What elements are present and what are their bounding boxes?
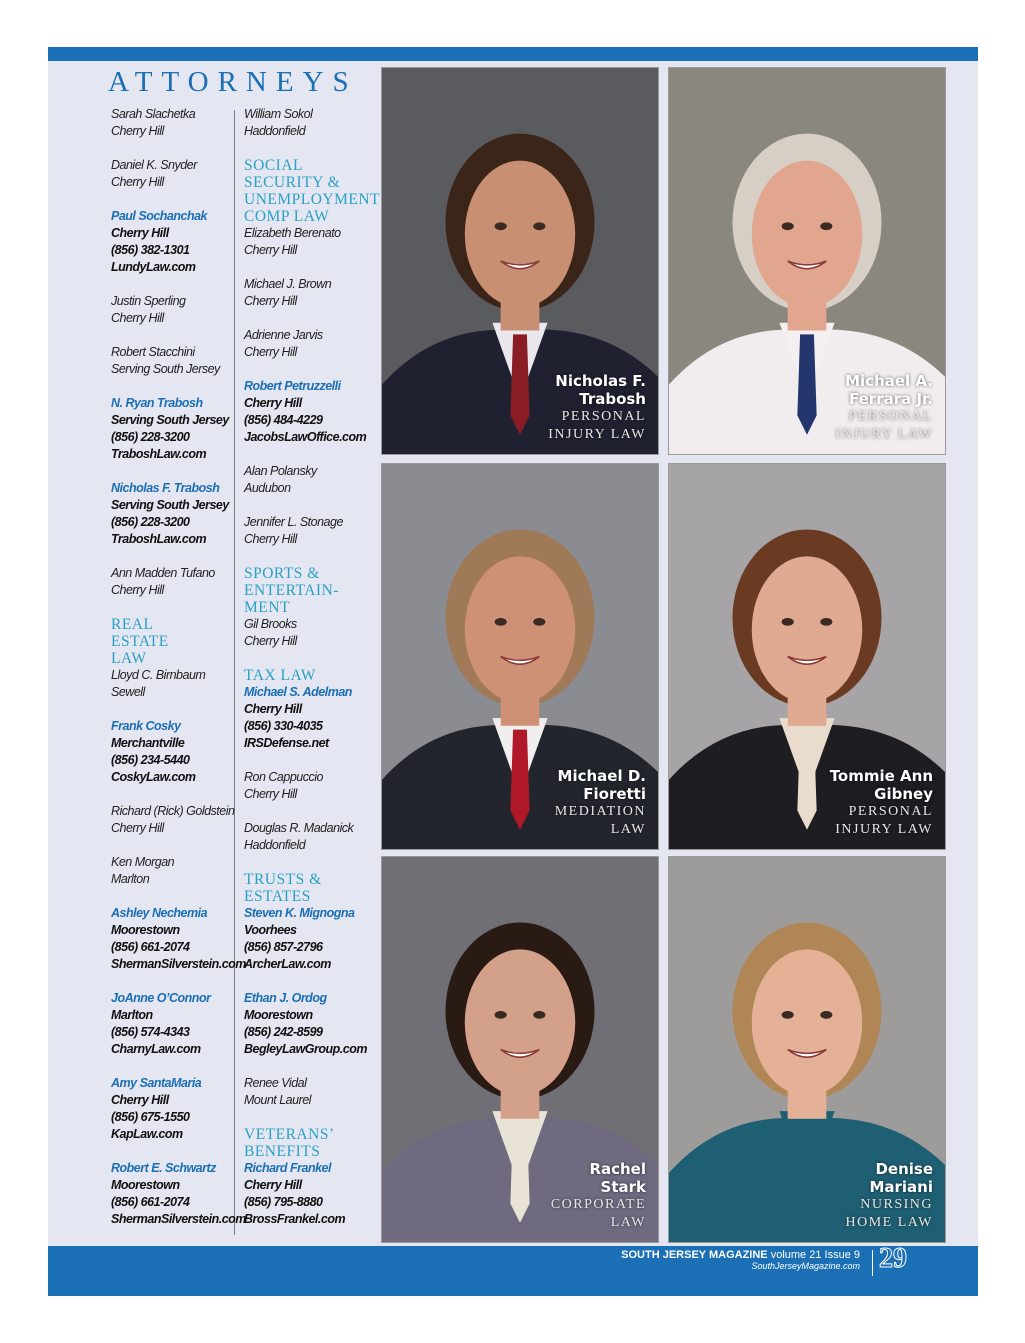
attorney-name: JoAnne O’Connor <box>111 991 211 1005</box>
attorney-phone: (856) 242-8599 <box>244 1025 323 1039</box>
attorney-phone: (856) 228-3200 <box>111 515 190 529</box>
attorney-entry <box>244 1075 376 1109</box>
attorney-entry <box>111 157 239 191</box>
attorney-location: Cherry Hill <box>111 124 164 138</box>
portrait-eye-right <box>820 1011 832 1019</box>
attorney-entry <box>244 463 376 497</box>
attorney-website-link[interactable]: ArcherLaw.com <box>244 957 331 971</box>
attorney-phone: (856) 795-8880 <box>244 1195 323 1209</box>
caption-practice-area: MEDIATION LAW <box>554 804 646 837</box>
attorney-phone: (856) 330-4035 <box>244 719 323 733</box>
attorney-name: Frank Cosky <box>111 719 181 733</box>
section-heading-line: LAW <box>111 650 147 667</box>
attorney-name: Douglas R. Madanick <box>244 821 354 835</box>
attorney-location: Merchantville <box>111 736 185 750</box>
portrait-tie <box>510 1123 529 1223</box>
attorney-location: Cherry Hill <box>111 1093 169 1107</box>
caption-attorney-name: Rachel Stark <box>589 1160 646 1196</box>
attorney-name: Ashley Nechemia <box>111 906 208 920</box>
attorney-entry <box>244 769 376 803</box>
attorney-name: Adrienne Jarvis <box>244 328 323 342</box>
attorney-name: Sarah Slachetka <box>111 107 196 121</box>
attorney-entry-featured <box>244 1160 376 1228</box>
attorney-name: Ann Madden Tufano <box>111 566 215 580</box>
caption-attorney-name: Michael D. Fioretti <box>557 767 646 803</box>
attorney-website-link[interactable]: LundyLaw.com <box>111 260 196 274</box>
portrait-face <box>465 556 575 702</box>
section-heading <box>244 565 376 616</box>
attorney-website-link[interactable]: ShermanSilverstein.com <box>111 1212 246 1226</box>
attorney-photo-6 <box>668 856 946 1243</box>
footer-magazine-name: SOUTH JERSEY MAGAZINE <box>621 1249 768 1261</box>
attorney-entry-featured <box>244 378 376 446</box>
attorney-website-link[interactable]: ShermanSilverstein.com <box>111 957 246 971</box>
footer-separator <box>872 1250 873 1276</box>
attorney-location: Cherry Hill <box>111 583 164 597</box>
attorney-name: Ethan J. Ordog <box>244 991 327 1005</box>
attorney-entry-featured <box>111 208 239 276</box>
section-heading-line: ESTATES <box>244 888 311 905</box>
portrait-face <box>465 161 575 308</box>
portrait-eye-right <box>533 618 545 626</box>
attorney-entry-featured <box>111 1075 239 1143</box>
attorney-name: Steven K. Mignogna <box>244 906 355 920</box>
attorney-entry-featured <box>244 905 376 973</box>
section-heading-line: SOCIAL <box>244 157 303 174</box>
attorney-website-link[interactable]: BegleyLawGroup.com <box>244 1042 367 1056</box>
attorney-location: Cherry Hill <box>111 175 164 189</box>
attorney-entry-featured <box>244 684 376 752</box>
footer-volume: volume 21 Issue 9 <box>770 1249 860 1261</box>
attorney-website-link[interactable]: TraboshLaw.com <box>111 532 207 546</box>
attorney-location: Cherry Hill <box>111 311 164 325</box>
section-heading-line: TRUSTS & <box>244 871 322 888</box>
attorney-location: Serving South Jersey <box>111 362 220 376</box>
attorney-name: Jennifer L. Stonage <box>244 515 343 529</box>
attorney-location: Marlton <box>111 872 150 886</box>
attorney-phone: (856) 574-4343 <box>111 1025 190 1039</box>
footer-url[interactable]: SouthJerseyMagazine.com <box>751 1261 860 1271</box>
top-accent-bar <box>48 47 978 61</box>
attorney-location: Mount Laurel <box>244 1093 311 1107</box>
caption-practice-area: CORPORATE LAW <box>550 1197 646 1230</box>
attorney-location: Cherry Hill <box>244 345 297 359</box>
section-heading-line: COMP LAW <box>244 208 330 225</box>
attorney-name: Justin Sperling <box>111 294 186 308</box>
portrait-eye-right <box>533 222 545 230</box>
attorney-name: Nicholas F. Trabosh <box>111 481 220 495</box>
photo-caption <box>830 767 933 839</box>
attorney-entry <box>244 276 376 310</box>
attorney-location: Cherry Hill <box>244 243 297 257</box>
photo-caption <box>551 1160 646 1232</box>
attorney-entry <box>111 565 239 599</box>
attorney-entry <box>244 514 376 548</box>
attorney-name: William Sokol <box>244 107 313 121</box>
attorney-entry <box>111 854 239 888</box>
attorney-name: Robert Petruzzelli <box>244 379 341 393</box>
attorney-name: Elizabeth Berenato <box>244 226 341 240</box>
attorney-location: Voorhees <box>244 923 297 937</box>
attorney-phone: (856) 857-2796 <box>244 940 323 954</box>
attorney-entry <box>244 820 376 854</box>
attorney-entry <box>244 616 376 650</box>
attorney-location: Cherry Hill <box>244 1178 302 1192</box>
portrait-tie <box>510 730 529 830</box>
attorney-location: Haddonfield <box>244 124 306 138</box>
attorney-location: Haddonfield <box>244 838 306 852</box>
attorney-entry <box>111 803 239 837</box>
portrait-face <box>752 556 862 702</box>
attorney-name: Ken Morgan <box>111 855 175 869</box>
portrait-eye-left <box>782 618 794 626</box>
attorney-name: Ron Cappuccio <box>244 770 323 784</box>
attorney-phone: (856) 228-3200 <box>111 430 190 444</box>
attorney-location: Cherry Hill <box>111 226 169 240</box>
portrait-eye-right <box>820 222 832 230</box>
attorney-name: Daniel K. Snyder <box>111 158 197 172</box>
section-heading <box>244 667 376 684</box>
attorney-entry-featured <box>111 480 239 548</box>
attorney-name: Lloyd C. Birnbaum <box>111 668 206 682</box>
attorney-location: Cherry Hill <box>244 532 297 546</box>
attorney-name: Amy SantaMaria <box>111 1076 202 1090</box>
attorney-location: Cherry Hill <box>244 294 297 308</box>
attorney-entry <box>244 327 376 361</box>
attorney-location: Cherry Hill <box>244 396 302 410</box>
attorney-location: Cherry Hill <box>111 821 164 835</box>
photo-caption <box>835 372 933 444</box>
caption-attorney-name: Nicholas F. Trabosh <box>555 372 646 408</box>
attorney-location: Cherry Hill <box>244 634 297 648</box>
attorney-name: Michael S. Adelman <box>244 685 352 699</box>
portrait-face <box>465 949 575 1095</box>
photo-caption <box>548 372 646 444</box>
attorney-name: Renee Vidal <box>244 1076 307 1090</box>
portrait-eye-left <box>495 618 507 626</box>
section-heading <box>244 871 376 905</box>
attorney-photo-3 <box>381 463 659 850</box>
attorney-entry <box>111 106 239 140</box>
attorney-website-link[interactable]: KapLaw.com <box>111 1127 183 1141</box>
caption-practice-area: PERSONAL INJURY LAW <box>548 409 646 442</box>
section-heading-line: BENEFITS <box>244 1143 321 1160</box>
attorney-phone: (856) 484-4229 <box>244 413 323 427</box>
attorney-location: Sewell <box>111 685 145 699</box>
section-heading-line: SPORTS & <box>244 565 320 582</box>
page-footer <box>621 1249 860 1271</box>
photo-caption <box>846 1160 933 1232</box>
attorney-entry <box>244 106 376 140</box>
section-heading <box>244 157 381 225</box>
section-heading-line: MENT <box>244 599 290 616</box>
attorney-entry-featured <box>244 990 376 1058</box>
attorney-entry-featured <box>111 1160 246 1228</box>
attorney-photo-2 <box>668 67 946 455</box>
attorney-location: Marlton <box>111 1008 153 1022</box>
attorney-phone: (856) 675-1550 <box>111 1110 190 1124</box>
attorney-phone: (856) 661-2074 <box>111 1195 190 1209</box>
attorney-list-column-1 <box>111 106 246 1245</box>
attorney-location: Serving South Jersey <box>111 413 229 427</box>
portrait-eye-left <box>782 222 794 230</box>
attorney-website-link[interactable]: IRSDefense.net <box>244 736 329 750</box>
portrait-eye-right <box>820 618 832 626</box>
attorney-name: Gil Brooks <box>244 617 297 631</box>
portrait-tie <box>510 334 529 434</box>
attorney-name: Alan Polansky <box>244 464 317 478</box>
attorney-photo-1 <box>381 67 659 455</box>
attorney-photo-5 <box>381 856 659 1243</box>
attorney-name: Richard Frankel <box>244 1161 331 1175</box>
caption-attorney-name: Michael A. Ferrara Jr. <box>845 372 933 408</box>
section-heading-line: ENTERTAIN- <box>244 582 339 599</box>
attorney-entry <box>244 225 376 259</box>
attorney-name: Paul Sochanchak <box>111 209 208 223</box>
page-heading: ATTORNEYS <box>108 66 358 98</box>
attorney-website-link[interactable]: CoskyLaw.com <box>111 770 196 784</box>
caption-practice-area: NURSING HOME LAW <box>845 1197 933 1230</box>
section-heading-line: TAX LAW <box>244 667 317 684</box>
attorney-photo-4 <box>668 463 946 850</box>
attorney-phone: (856) 382-1301 <box>111 243 190 257</box>
attorney-phone: (856) 234-5440 <box>111 753 190 767</box>
photo-caption <box>555 767 646 839</box>
attorney-location: Cherry Hill <box>244 787 297 801</box>
page-number: 29 <box>879 1243 907 1274</box>
attorney-location: Audubon <box>244 481 291 495</box>
attorney-website-link[interactable]: BrossFrankel.com <box>244 1212 346 1226</box>
section-heading <box>244 1126 376 1160</box>
attorney-entry <box>111 344 239 378</box>
portrait-face <box>752 161 862 308</box>
portrait-face <box>752 949 862 1095</box>
attorney-entry <box>111 667 239 701</box>
portrait-eye-right <box>533 1011 545 1019</box>
attorney-entry-featured <box>111 395 239 463</box>
attorney-list-column-2 <box>244 106 381 1245</box>
portrait-tie <box>797 334 816 434</box>
portrait-eye-left <box>782 1011 794 1019</box>
attorney-website-link[interactable]: JacobsLawOffice.com <box>244 430 367 444</box>
attorney-entry-featured <box>111 990 239 1058</box>
section-heading-line: ESTATE <box>111 633 169 650</box>
portrait-tie <box>797 730 816 830</box>
attorney-location: Moorestown <box>111 1178 180 1192</box>
caption-practice-area: PERSONAL INJURY LAW <box>835 804 933 837</box>
caption-attorney-name: Tommie Ann Gibney <box>829 767 933 803</box>
section-heading-line: SECURITY & <box>244 174 341 191</box>
section-heading-line: VETERANS’ <box>244 1126 335 1143</box>
attorney-location: Serving South Jersey <box>111 498 229 512</box>
attorney-entry-featured <box>111 718 239 786</box>
caption-attorney-name: Denise Mariani <box>869 1160 933 1196</box>
portrait-eye-left <box>495 1011 507 1019</box>
caption-practice-area: PERSONAL INJURY LAW <box>835 409 933 442</box>
section-heading <box>111 616 239 667</box>
attorney-name: Robert Stacchini <box>111 345 195 359</box>
portrait-tie <box>797 1123 816 1223</box>
section-heading-line: UNEMPLOYMENT <box>244 191 381 208</box>
attorney-name: Michael J. Brown <box>244 277 332 291</box>
attorney-website-link[interactable]: TraboshLaw.com <box>111 447 207 461</box>
portrait-eye-left <box>495 222 507 230</box>
attorney-entry <box>111 293 239 327</box>
attorney-phone: (856) 661-2074 <box>111 940 190 954</box>
attorney-entry-featured <box>111 905 246 973</box>
attorney-name: Richard (Rick) Goldstein <box>111 804 235 818</box>
attorney-location: Moorestown <box>111 923 180 937</box>
attorney-location: Moorestown <box>244 1008 313 1022</box>
attorney-name: Robert E. Schwartz <box>111 1161 216 1175</box>
attorney-name: N. Ryan Trabosh <box>111 396 203 410</box>
section-heading-line: REAL <box>111 616 154 633</box>
attorney-location: Cherry Hill <box>244 702 302 716</box>
attorney-website-link[interactable]: CharnyLaw.com <box>111 1042 201 1056</box>
